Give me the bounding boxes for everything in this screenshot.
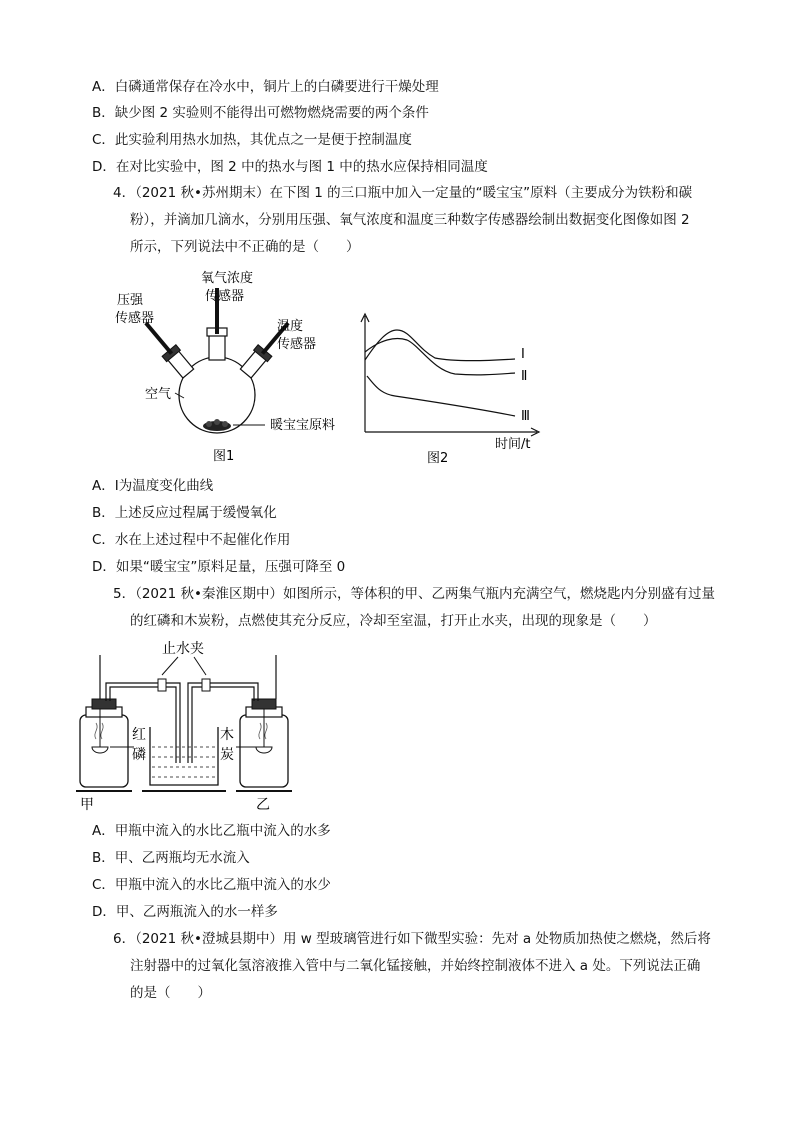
curve-iii: [367, 376, 515, 416]
q5-option-a: A．甲瓶中流入的水比乙瓶中流入的水多: [92, 823, 331, 839]
q3-option-c: C．此实验利用热水加热，其优点之一是便于控制温度: [92, 132, 412, 148]
temp-sensor-label-1: 温度: [277, 319, 304, 334]
charcoal-label-1: 木: [220, 727, 234, 743]
figure-2-caption: 图2: [427, 451, 449, 466]
q5-figure-bottles: [70, 635, 310, 815]
q4-figure-2-chart: [355, 310, 555, 470]
curve-ii: [365, 339, 515, 375]
q5-option-c: C．甲瓶中流入的水比乙瓶中流入的水少: [92, 877, 331, 893]
q6-stem-line-3: 的是（ ）: [130, 985, 211, 1001]
q3-option-a: A．白磷通常保存在冷水中，铜片上的白磷要进行干燥处理: [92, 79, 439, 95]
q3-option-b: B．缺少图 2 实验则不能得出可燃物燃烧需要的两个条件: [92, 105, 429, 121]
curve-i: [365, 330, 515, 361]
red-phosphorus-label-1: 红: [132, 727, 146, 743]
curve-label-ii: Ⅱ: [521, 369, 528, 384]
x-axis-label: 时间/t: [495, 437, 531, 452]
q5-stem-line-2: 的红磷和木炭粉，点燃使其充分反应，冷却至室温，打开止水夹，出现的现象是（ ）: [130, 613, 657, 629]
q4-figure-1-flask: [105, 268, 355, 468]
red-phosphorus-label-2: 磷: [132, 747, 146, 763]
material-label: 暖宝宝原料: [270, 418, 336, 433]
air-label: 空气: [145, 387, 172, 402]
q4-option-d: D．如果“暖宝宝”原料足量，压强可降至 0: [92, 559, 346, 575]
bottle-jia-label: 甲: [80, 797, 94, 813]
oxygen-sensor-label-2: 传感器: [205, 289, 245, 304]
oxygen-sensor-label-1: 氧气浓度: [201, 271, 254, 286]
pressure-sensor-label-2: 传感器: [115, 311, 155, 326]
q5-stem-line-1: 5．（2021 秋•秦淮区期中）如图所示，等体积的甲、乙两集气瓶内充满空气，燃烧匙内分别盛有过量: [113, 586, 715, 602]
charcoal-label-2: 炭: [220, 747, 234, 763]
q4-option-a: A．Ⅰ为温度变化曲线: [92, 478, 214, 494]
curve-label-i: Ⅰ: [521, 347, 525, 362]
q6-stem-line-2: 注射器中的过氧化氢溶液推入管中与二氧化锰接触，并始终控制液体不进入 a 处。下列说法正确: [130, 958, 701, 974]
q6-stem-line-1: 6．（2021 秋•澄城县期中）用 w 型玻璃管进行如下微型实验：先对 a 处物质加热使之燃烧，然后将: [113, 931, 711, 947]
figure-1-caption: 图1: [213, 449, 235, 464]
q3-option-d: D．在对比实验中，图 2 中的热水与图 1 中的热水应保持相同温度: [92, 159, 488, 175]
temp-sensor-label-2: 传感器: [277, 337, 317, 352]
q4-stem-line-1: 4．（2021 秋•苏州期末）在下图 1 的三口瓶中加入一定量的“暖宝宝”原料（主要成分为铁粉和碳: [113, 185, 693, 201]
q5-option-d: D．甲、乙两瓶流入的水一样多: [92, 904, 278, 920]
bottle-yi-label: 乙: [256, 797, 270, 813]
q4-stem-line-2: 粉），并滴加几滴水，分别用压强、氧气浓度和温度三种数字传感器绘制出数据变化图像如图 2: [130, 212, 690, 228]
q5-option-b: B．甲、乙两瓶均无水流入: [92, 850, 250, 866]
clamp-label: 止水夹: [162, 641, 204, 657]
curve-label-iii: Ⅲ: [521, 409, 530, 424]
q4-option-b: B．上述反应过程属于缓慢氧化: [92, 505, 277, 521]
q4-stem-line-3: 所示，下列说法中不正确的是（ ）: [130, 239, 360, 255]
pressure-sensor-label-1: 压强: [117, 293, 144, 308]
q4-option-c: C．水在上述过程中不起催化作用: [92, 532, 291, 548]
